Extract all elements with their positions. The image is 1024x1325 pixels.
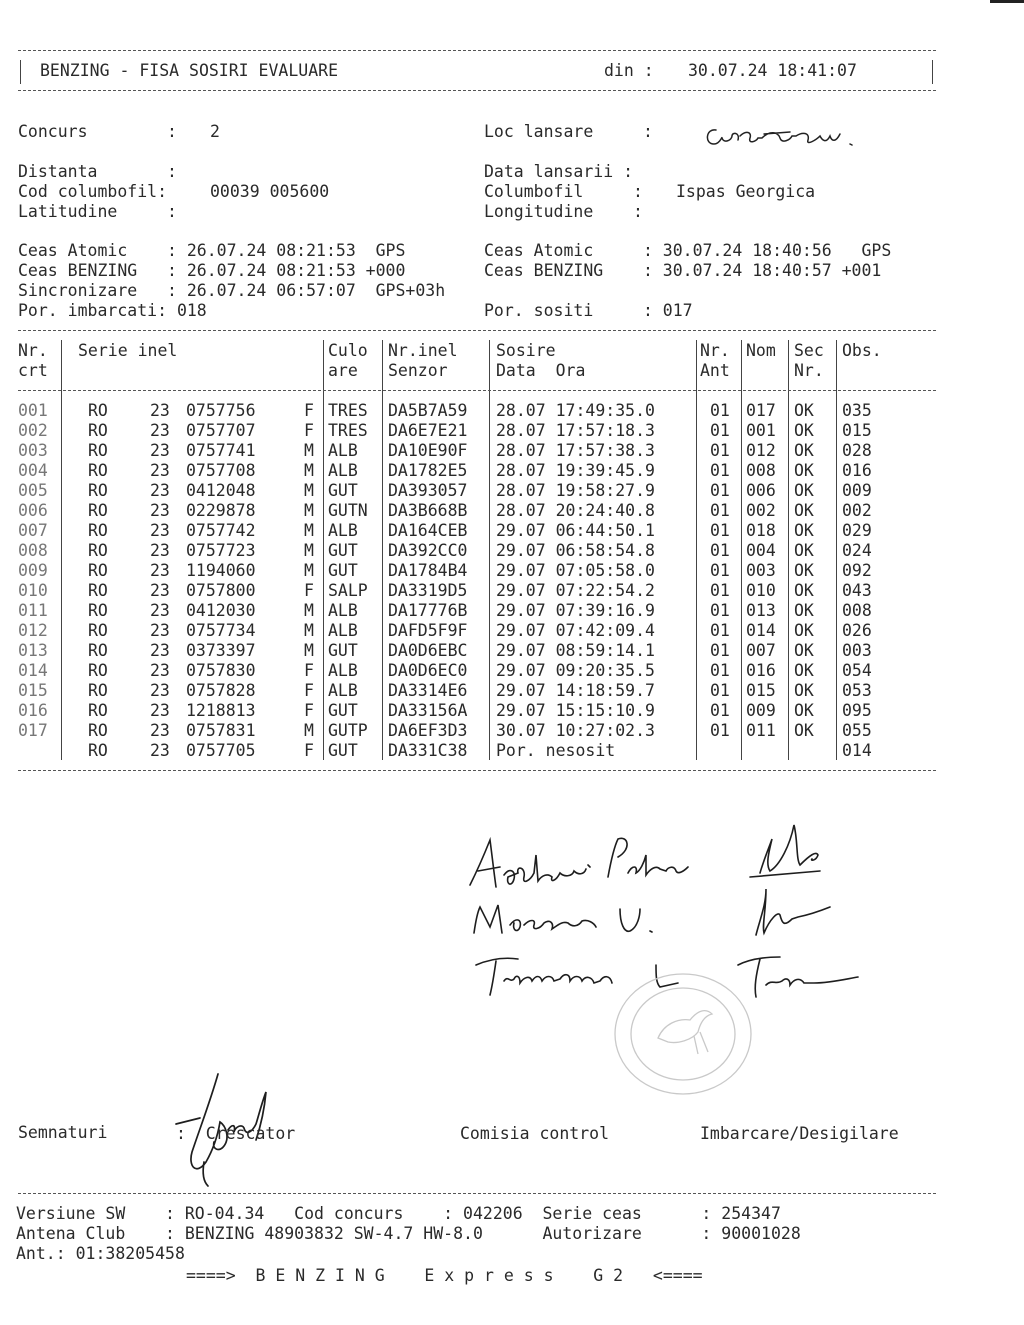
row-sex: M xyxy=(304,501,314,520)
row-obs: 054 xyxy=(842,661,872,680)
latitudine-label: Latitudine : xyxy=(18,202,177,221)
row-crt: 012 xyxy=(18,621,48,640)
table-row xyxy=(0,701,1024,721)
row-obs: 043 xyxy=(842,581,872,600)
row-antenna: 01 xyxy=(710,541,730,560)
th-sec: Sec xyxy=(794,341,824,360)
row-ring-number: 0412048 xyxy=(186,481,256,500)
row-color: GUT xyxy=(328,481,358,500)
row-ring-number: 0757708 xyxy=(186,461,256,480)
row-obs: 024 xyxy=(842,541,872,560)
row-country: RO xyxy=(88,601,108,620)
row-ring-number: 0757828 xyxy=(186,681,256,700)
ceas-benzing-end: Ceas BENZING : 30.07.24 18:40:57 +001 xyxy=(484,261,882,280)
th-ant: Ant xyxy=(700,361,730,380)
row-sec: OK xyxy=(794,701,814,720)
row-year: 23 xyxy=(150,721,170,740)
row-sec: OK xyxy=(794,581,814,600)
header-bottom-rule xyxy=(18,90,936,91)
row-crt: 006 xyxy=(18,501,48,520)
row-sec: OK xyxy=(794,661,814,680)
row-sensor: DA3B668B xyxy=(388,501,468,520)
table-header-rule xyxy=(18,390,936,391)
row-obs: 009 xyxy=(842,481,872,500)
cod-columbofil-value: 00039 005600 xyxy=(210,182,330,201)
row-sensor: DA3314E6 xyxy=(388,681,468,700)
row-obs: 053 xyxy=(842,681,872,700)
row-antenna: 01 xyxy=(710,461,730,480)
table-row xyxy=(0,601,1024,621)
loc-lansare-label: Loc lansare : xyxy=(484,122,653,141)
row-sensor: DA0D6EC0 xyxy=(388,661,468,680)
footer-brand: ====> B E N Z I N G E x p r e s s G 2 <==== xyxy=(186,1266,703,1285)
row-sex: M xyxy=(304,561,314,580)
row-sex: F xyxy=(304,581,314,600)
row-ring-number: 0757707 xyxy=(186,421,256,440)
print-datetime: 30.07.24 18:41:07 xyxy=(688,61,857,80)
row-nom: 015 xyxy=(746,681,776,700)
row-sensor: DA3319D5 xyxy=(388,581,468,600)
row-country: RO xyxy=(88,481,108,500)
table-row xyxy=(0,741,1024,761)
scan-edge-mark xyxy=(990,0,1024,3)
row-arrival: 29.07 07:22:54.2 xyxy=(496,581,655,600)
row-obs: 095 xyxy=(842,701,872,720)
row-country: RO xyxy=(88,701,108,720)
row-ring-number: 0757830 xyxy=(186,661,256,680)
row-color: ALB xyxy=(328,661,358,680)
row-nom: 002 xyxy=(746,501,776,520)
row-sensor: DAFD5F9F xyxy=(388,621,468,640)
por-sositi: Por. sositi : 017 xyxy=(484,301,693,320)
row-nom: 004 xyxy=(746,541,776,560)
row-country: RO xyxy=(88,661,108,680)
row-obs: 014 xyxy=(842,741,872,760)
row-ring-number: 0757800 xyxy=(186,581,256,600)
por-imbarcati: Por. imbarcati: 018 xyxy=(18,301,207,320)
row-sensor: DA6EF3D3 xyxy=(388,721,468,740)
row-antenna: 01 xyxy=(710,441,730,460)
row-ring-number: 0757723 xyxy=(186,541,256,560)
row-year: 23 xyxy=(150,641,170,660)
row-crt: 015 xyxy=(18,681,48,700)
table-row xyxy=(0,541,1024,561)
row-country: RO xyxy=(88,621,108,640)
row-obs: 035 xyxy=(842,401,872,420)
row-sec: OK xyxy=(794,521,814,540)
row-color: ALB xyxy=(328,681,358,700)
table-row xyxy=(0,561,1024,581)
th-nr-ant: Nr. xyxy=(700,341,730,360)
row-color: GUT xyxy=(328,741,358,760)
row-sex: M xyxy=(304,441,314,460)
loc-handwriting-signature xyxy=(700,118,880,154)
row-ring-number: 1194060 xyxy=(186,561,256,580)
row-year: 23 xyxy=(150,561,170,580)
row-color: GUTP xyxy=(328,721,368,740)
row-color: TRES xyxy=(328,401,368,420)
table-row xyxy=(0,681,1024,701)
row-antenna: 01 xyxy=(710,561,730,580)
row-antenna: 01 xyxy=(710,481,730,500)
th-data-ora: Data Ora xyxy=(496,361,586,380)
row-sex: M xyxy=(304,481,314,500)
table-row xyxy=(0,721,1024,741)
columbofil-label: Columbofil : xyxy=(484,182,643,201)
row-crt: 005 xyxy=(18,481,48,500)
row-sensor: DA10E90F xyxy=(388,441,468,460)
table-row xyxy=(0,461,1024,481)
table-row xyxy=(0,401,1024,421)
din-label: din : xyxy=(604,61,654,80)
table-bottom-rule xyxy=(18,770,936,771)
row-ring-number: 0757734 xyxy=(186,621,256,640)
row-year: 23 xyxy=(150,441,170,460)
row-nom: 013 xyxy=(746,601,776,620)
row-obs: 092 xyxy=(842,561,872,580)
row-ring-number: 0229878 xyxy=(186,501,256,520)
row-arrival: 29.07 08:59:14.1 xyxy=(496,641,655,660)
row-sensor: DA1784B4 xyxy=(388,561,468,580)
imbarcare-desigilare-label: Imbarcare/Desigilare xyxy=(700,1124,899,1143)
row-arrival: 28.07 17:57:18.3 xyxy=(496,421,655,440)
row-year: 23 xyxy=(150,461,170,480)
row-sex: M xyxy=(304,541,314,560)
row-year: 23 xyxy=(150,681,170,700)
row-sex: M xyxy=(304,641,314,660)
row-sensor: DA5B7A59 xyxy=(388,401,468,420)
table-row xyxy=(0,521,1024,541)
row-sex: F xyxy=(304,741,314,760)
row-antenna: 01 xyxy=(710,721,730,740)
cod-columbofil-label: Cod columbofil: xyxy=(18,182,168,201)
row-country: RO xyxy=(88,721,108,740)
row-crt: 016 xyxy=(18,701,48,720)
row-sex: M xyxy=(304,461,314,480)
row-sec: OK xyxy=(794,401,814,420)
row-ring-number: 0757831 xyxy=(186,721,256,740)
table-row xyxy=(0,641,1024,661)
row-arrival: 29.07 09:20:35.5 xyxy=(496,661,655,680)
row-obs: 003 xyxy=(842,641,872,660)
row-year: 23 xyxy=(150,621,170,640)
distanta-label: Distanta : xyxy=(18,162,177,181)
row-year: 23 xyxy=(150,661,170,680)
row-color: GUT xyxy=(328,541,358,560)
row-nom: 007 xyxy=(746,641,776,660)
row-nom: 006 xyxy=(746,481,776,500)
row-country: RO xyxy=(88,541,108,560)
th-serie-inel: Serie inel xyxy=(78,341,178,360)
header-top-rule xyxy=(18,50,936,51)
concurs-label: Concurs : xyxy=(18,122,177,141)
row-obs: 028 xyxy=(842,441,872,460)
table-row xyxy=(0,661,1024,681)
row-country: RO xyxy=(88,521,108,540)
row-year: 23 xyxy=(150,481,170,500)
row-color: GUT xyxy=(328,641,358,660)
row-sec: OK xyxy=(794,441,814,460)
row-obs: 008 xyxy=(842,601,872,620)
th-obs: Obs. xyxy=(842,341,882,360)
row-nom: 009 xyxy=(746,701,776,720)
row-country: RO xyxy=(88,421,108,440)
row-color: GUTN xyxy=(328,501,368,520)
table-row xyxy=(0,481,1024,501)
row-country: RO xyxy=(88,581,108,600)
ceas-atomic-start: Ceas Atomic : 26.07.24 08:21:53 GPS xyxy=(18,241,406,260)
row-arrival: 28.07 17:49:35.0 xyxy=(496,401,655,420)
row-obs: 029 xyxy=(842,521,872,540)
row-ring-number: 0373397 xyxy=(186,641,256,660)
row-arrival: 28.07 19:58:27.9 xyxy=(496,481,655,500)
row-antenna: 01 xyxy=(710,521,730,540)
row-crt: 013 xyxy=(18,641,48,660)
row-arrival: 29.07 14:18:59.7 xyxy=(496,681,655,700)
row-crt: 007 xyxy=(18,521,48,540)
row-country: RO xyxy=(88,741,108,760)
row-sex: F xyxy=(304,401,314,420)
row-color: SALP xyxy=(328,581,368,600)
row-nom: 014 xyxy=(746,621,776,640)
row-sex: F xyxy=(304,681,314,700)
row-ring-number: 0757741 xyxy=(186,441,256,460)
table-top-rule xyxy=(18,330,936,331)
footer-antena-line: Antena Club : BENZING 48903832 SW-4.7 HW-8.0 Autorizare : 90001028 xyxy=(16,1224,801,1243)
row-color: TRES xyxy=(328,421,368,440)
th-culo: Culo xyxy=(328,341,368,360)
row-nom: 003 xyxy=(746,561,776,580)
row-year: 23 xyxy=(150,741,170,760)
row-sensor: DA392CC0 xyxy=(388,541,468,560)
row-ring-number: 0757742 xyxy=(186,521,256,540)
row-antenna: 01 xyxy=(710,621,730,640)
columbofil-value: Ispas Georgica xyxy=(676,182,816,201)
row-sensor: DA6E7E21 xyxy=(388,421,468,440)
row-arrival: 29.07 06:58:54.8 xyxy=(496,541,655,560)
row-nom: 011 xyxy=(746,721,776,740)
row-nom: 012 xyxy=(746,441,776,460)
row-ring-number: 0757705 xyxy=(186,741,256,760)
row-arrival: 28.07 20:24:40.8 xyxy=(496,501,655,520)
row-crt: 002 xyxy=(18,421,48,440)
row-sec: OK xyxy=(794,561,814,580)
club-stamp-seal xyxy=(608,968,758,1108)
row-obs: 055 xyxy=(842,721,872,740)
row-crt: 010 xyxy=(18,581,48,600)
row-arrival: 30.07 10:27:02.3 xyxy=(496,721,655,740)
row-arrival: 29.07 15:15:10.9 xyxy=(496,701,655,720)
table-row xyxy=(0,421,1024,441)
row-obs: 016 xyxy=(842,461,872,480)
row-nom: 018 xyxy=(746,521,776,540)
footer-top-rule xyxy=(18,1193,936,1194)
th-sosire: Sosire xyxy=(496,341,556,360)
row-sex: F xyxy=(304,421,314,440)
comisia-control-label: Comisia control xyxy=(460,1124,610,1143)
row-crt: 001 xyxy=(18,401,48,420)
row-country: RO xyxy=(88,461,108,480)
row-crt: 009 xyxy=(18,561,48,580)
row-year: 23 xyxy=(150,421,170,440)
row-crt: 017 xyxy=(18,721,48,740)
row-country: RO xyxy=(88,501,108,520)
th-senzor: Senzor xyxy=(388,361,448,380)
row-sex: F xyxy=(304,661,314,680)
row-arrival: 28.07 19:39:45.9 xyxy=(496,461,655,480)
row-antenna: 01 xyxy=(710,641,730,660)
row-sec: OK xyxy=(794,621,814,640)
row-year: 23 xyxy=(150,601,170,620)
footer-ant-line: Ant.: 01:38205458 xyxy=(16,1244,185,1263)
header-right-bar xyxy=(932,60,933,84)
row-color: ALB xyxy=(328,601,358,620)
row-arrival: 29.07 07:39:16.9 xyxy=(496,601,655,620)
row-nom: 017 xyxy=(746,401,776,420)
row-sex: F xyxy=(304,701,314,720)
row-nom: 010 xyxy=(746,581,776,600)
row-sex: M xyxy=(304,621,314,640)
th-are: are xyxy=(328,361,358,380)
footer-version-line: Versiune SW : RO-04.34 Cod concurs : 042206 Serie ceas : 254347 xyxy=(16,1204,781,1223)
row-arrival: 29.07 06:44:50.1 xyxy=(496,521,655,540)
row-sex: M xyxy=(304,721,314,740)
row-sex: M xyxy=(304,521,314,540)
table-row xyxy=(0,581,1024,601)
sincronizare: Sincronizare : 26.07.24 06:57:07 GPS+03h xyxy=(18,281,446,300)
row-antenna: 01 xyxy=(710,401,730,420)
concurs-value: 2 xyxy=(210,122,220,141)
row-sec: OK xyxy=(794,541,814,560)
th-nr: Nr. xyxy=(18,341,48,360)
row-nom: 008 xyxy=(746,461,776,480)
row-arrival: 29.07 07:05:58.0 xyxy=(496,561,655,580)
row-sensor: DA17776B xyxy=(388,601,468,620)
header-left-bar xyxy=(20,60,21,84)
row-country: RO xyxy=(88,681,108,700)
row-sec: OK xyxy=(794,481,814,500)
row-sensor: DA0D6EBC xyxy=(388,641,468,660)
row-crt: 014 xyxy=(18,661,48,680)
row-sex: M xyxy=(304,601,314,620)
row-country: RO xyxy=(88,561,108,580)
row-nom: 016 xyxy=(746,661,776,680)
row-ring-number: 0757756 xyxy=(186,401,256,420)
row-sec: OK xyxy=(794,721,814,740)
row-arrival: 29.07 07:42:09.4 xyxy=(496,621,655,640)
row-obs: 002 xyxy=(842,501,872,520)
row-arrival: 28.07 17:57:38.3 xyxy=(496,441,655,460)
row-sec: OK xyxy=(794,421,814,440)
row-year: 23 xyxy=(150,541,170,560)
row-obs: 015 xyxy=(842,421,872,440)
row-country: RO xyxy=(88,641,108,660)
row-year: 23 xyxy=(150,701,170,720)
th-crt: crt xyxy=(18,361,48,380)
data-lansarii-label: Data lansarii : xyxy=(484,162,634,181)
row-color: GUT xyxy=(328,701,358,720)
row-antenna: 01 xyxy=(710,501,730,520)
table-row xyxy=(0,441,1024,461)
row-antenna: 01 xyxy=(710,421,730,440)
row-arrival: Por. nesosit xyxy=(496,741,616,760)
row-color: ALB xyxy=(328,621,358,640)
row-sec: OK xyxy=(794,641,814,660)
semnaturi-label: Semnaturi xyxy=(18,1123,108,1142)
row-year: 23 xyxy=(150,581,170,600)
row-country: RO xyxy=(88,401,108,420)
document-title: BENZING - FISA SOSIRI EVALUARE xyxy=(40,61,339,80)
row-year: 23 xyxy=(150,401,170,420)
row-year: 23 xyxy=(150,521,170,540)
table-row xyxy=(0,501,1024,521)
row-color: ALB xyxy=(328,461,358,480)
row-ring-number: 1218813 xyxy=(186,701,256,720)
row-sensor: DA164CEB xyxy=(388,521,468,540)
row-sensor: DA331C38 xyxy=(388,741,468,760)
row-year: 23 xyxy=(150,501,170,520)
row-color: ALB xyxy=(328,441,358,460)
row-antenna: 01 xyxy=(710,581,730,600)
row-obs: 026 xyxy=(842,621,872,640)
row-crt: 011 xyxy=(18,601,48,620)
row-sensor: DA393057 xyxy=(388,481,468,500)
row-antenna: 01 xyxy=(710,681,730,700)
ceas-benzing-start: Ceas BENZING : 26.07.24 08:21:53 +000 xyxy=(18,261,406,280)
row-antenna: 01 xyxy=(710,701,730,720)
row-nom: 001 xyxy=(746,421,776,440)
row-antenna: 01 xyxy=(710,661,730,680)
th-sec-nr: Nr. xyxy=(794,361,824,380)
crescator-label: : Crescator xyxy=(176,1124,296,1143)
row-sec: OK xyxy=(794,681,814,700)
ceas-atomic-end: Ceas Atomic : 30.07.24 18:40:56 GPS xyxy=(484,241,892,260)
row-sec: OK xyxy=(794,501,814,520)
row-crt: 003 xyxy=(18,441,48,460)
th-nom: Nom xyxy=(746,341,776,360)
table-row xyxy=(0,621,1024,641)
row-color: GUT xyxy=(328,561,358,580)
longitudine-label: Longitudine : xyxy=(484,202,643,221)
row-sec: OK xyxy=(794,601,814,620)
row-sec: OK xyxy=(794,461,814,480)
row-antenna: 01 xyxy=(710,601,730,620)
row-color: ALB xyxy=(328,521,358,540)
row-country: RO xyxy=(88,441,108,460)
row-crt: 004 xyxy=(18,461,48,480)
row-crt: 008 xyxy=(18,541,48,560)
row-sensor: DA1782E5 xyxy=(388,461,468,480)
row-sensor: DA33156A xyxy=(388,701,468,720)
th-nr-inel: Nr.inel xyxy=(388,341,458,360)
row-ring-number: 0412030 xyxy=(186,601,256,620)
